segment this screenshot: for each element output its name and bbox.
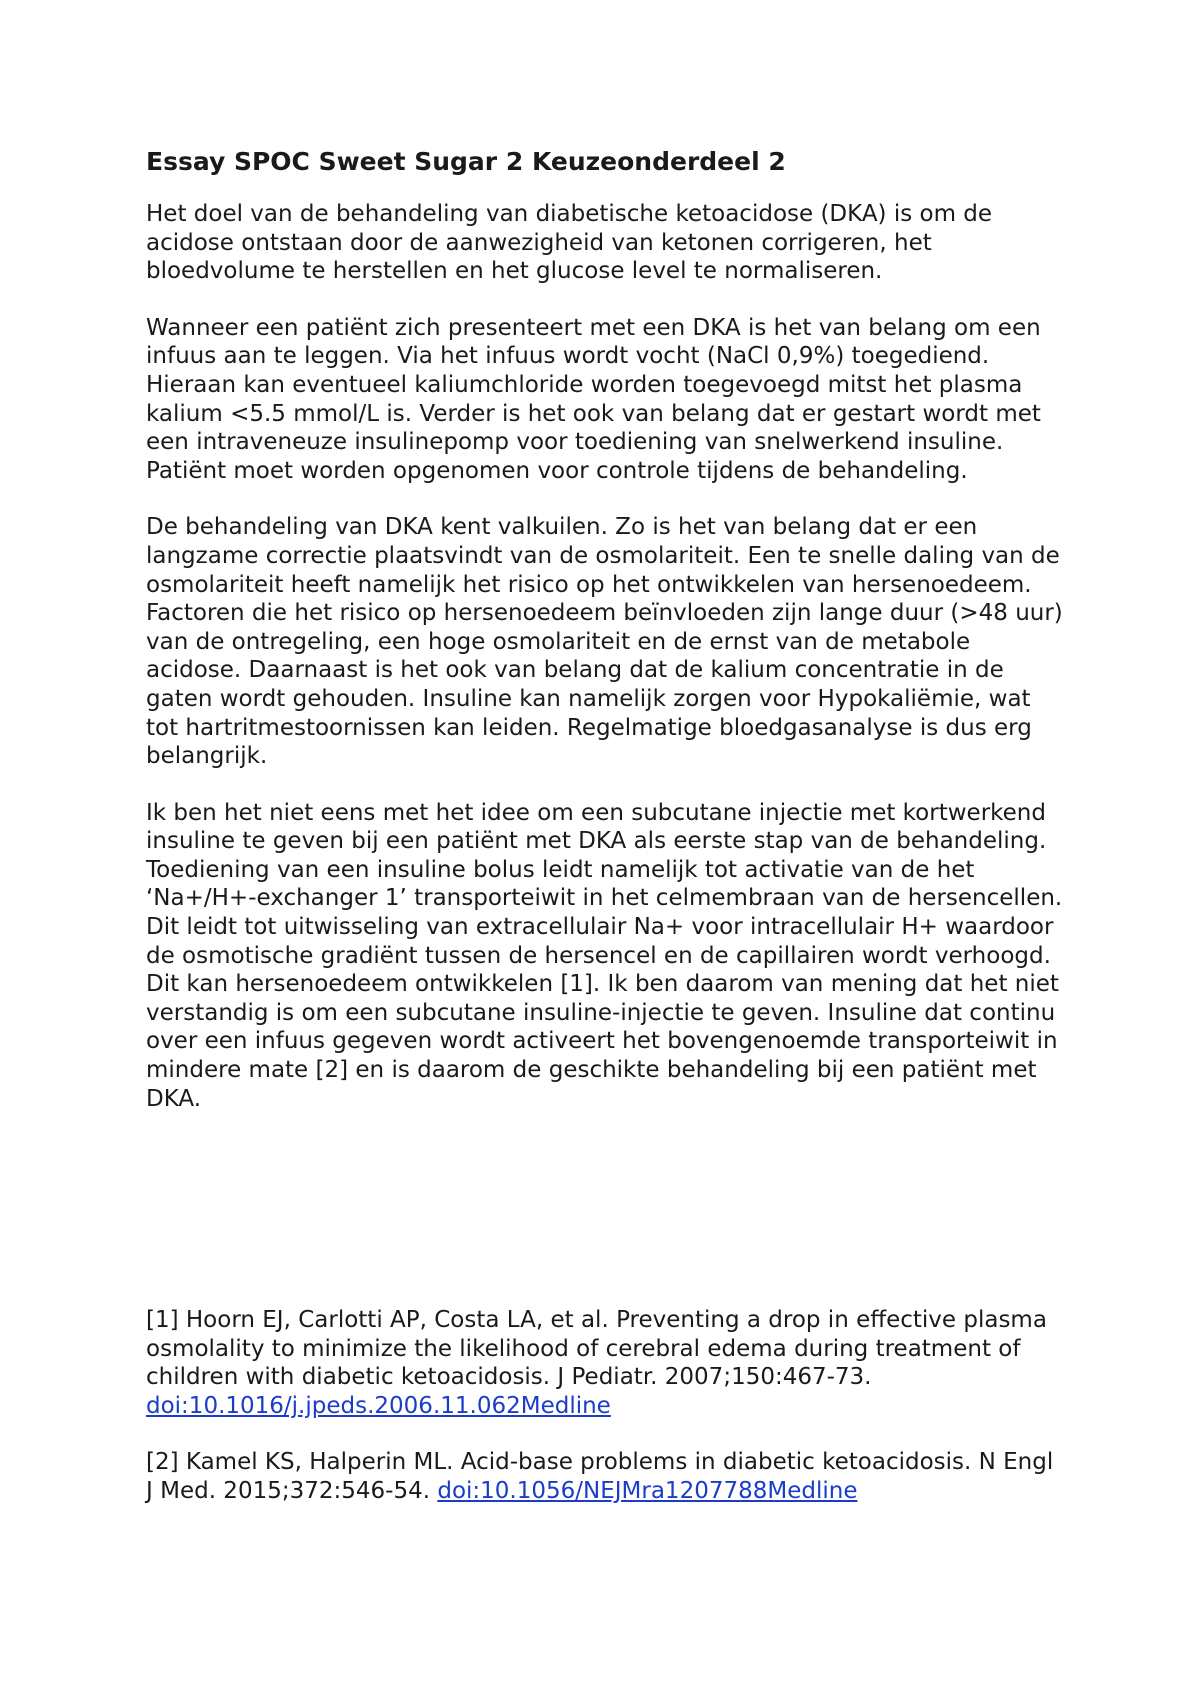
reference-2-doi-link[interactable]: doi:10.1056/NEJMra1207788Medline [437,1477,858,1504]
paragraph-intro: Het doel van de behandeling van diabetische ketoacidose (DKA) is om de acidose ontstaan door de aanwezigheid van ketonen corrigeren, het bloedvolume te herstellen en het glucose level te normaliseren. [146,201,993,285]
document-body [146,146,1066,1141]
paragraph-opinion: Ik ben het niet eens met het idee om een subcutane injectie met kortwerkend insuline te geven bij een patiënt met DKA als eerste stap van de behandeling. Toediening van een insuline bolus leidt namelijk tot activatie van de het ‘Na+/H+-exchanger 1’ transporteiwit in het celmembraan van de hersencellen. Dit leidt tot uitwisseling van extracellulair Na+ voor intracellulair H+ waardoor de osmotische gradiënt tussen de hersencel en de capillairen wordt verhoogd. Dit kan hersenoedeem ontwikkelen [1]. Ik ben daarom van mening dat het niet verstandig is om een subcutane insuline-injectie te geven. Insuline dat continu over een infuus gegeven wordt activeert het bovengenoemde transporteiwit in mindere mate [2] en is daarom de geschikte behandeling bij een patiënt met DKA. [146,799,1063,1112]
paragraph-treatment: Wanneer een patiënt zich presenteert met een DKA is het van belang om een infuus aan te leggen. Via het infuus wordt vocht (NaCl 0,9%) toegediend. Hieraan kan eventueel kaliumchloride worden toegevoegd mitst het plasma kalium <5.5 mmol/L is. Verder is het ook van belang dat er gestart wordt met een intraveneuze insulinepomp voor toediening van snelwerkend insuline. Patiënt moet worden opgenomen voor controle tijdens de behandeling. [146,314,1041,484]
reference-1 [146,1306,1066,1420]
paragraph-pitfalls: De behandeling van DKA kent valkuilen. Zo is het van belang dat er een langzame correctie plaatsvindt van de osmolariteit. Een te snelle daling van de osmolariteit heeft namelijk het risico op het ontwikkelen van hersenoedeem. Factoren die het risico op hersenoedeem beïnvloeden zijn lange duur (>48 uur) van de ontregeling, een hoge osmolariteit en de ernst van de metabole acidose. Daarnaast is het ook van belang dat de kalium concentratie in de gaten wordt gehouden. Insuline kan namelijk zorgen voor Hypokaliëmie, wat tot hartritmestoornissen kan leiden. Regelmatige bloedgasanalyse is dus erg belangrijk. [146,514,1063,770]
references-section [146,1306,1066,1534]
reference-2-text: [2] Kamel KS, Halperin ML. Acid-base problems in diabetic ketoacidosis. N Engl J Med. 2015;372:546-54. [146,1449,1054,1504]
document-title: Essay SPOC Sweet Sugar 2 Keuzeonderdeel 2 [146,147,786,176]
reference-1-text: [1] Hoorn EJ, Carlotti AP, Costa LA, et al. Preventing a drop in effective plasma osmolality to minimize the likelihood of cerebral edema during treatment of children with diabetic ketoacidosis. J Pediatr. 2007;150:467-73. [146,1307,1047,1391]
reference-2 [146,1448,1066,1505]
reference-1-doi-link[interactable]: doi:10.1016/j.jpeds.2006.11.062Medline [146,1392,611,1419]
